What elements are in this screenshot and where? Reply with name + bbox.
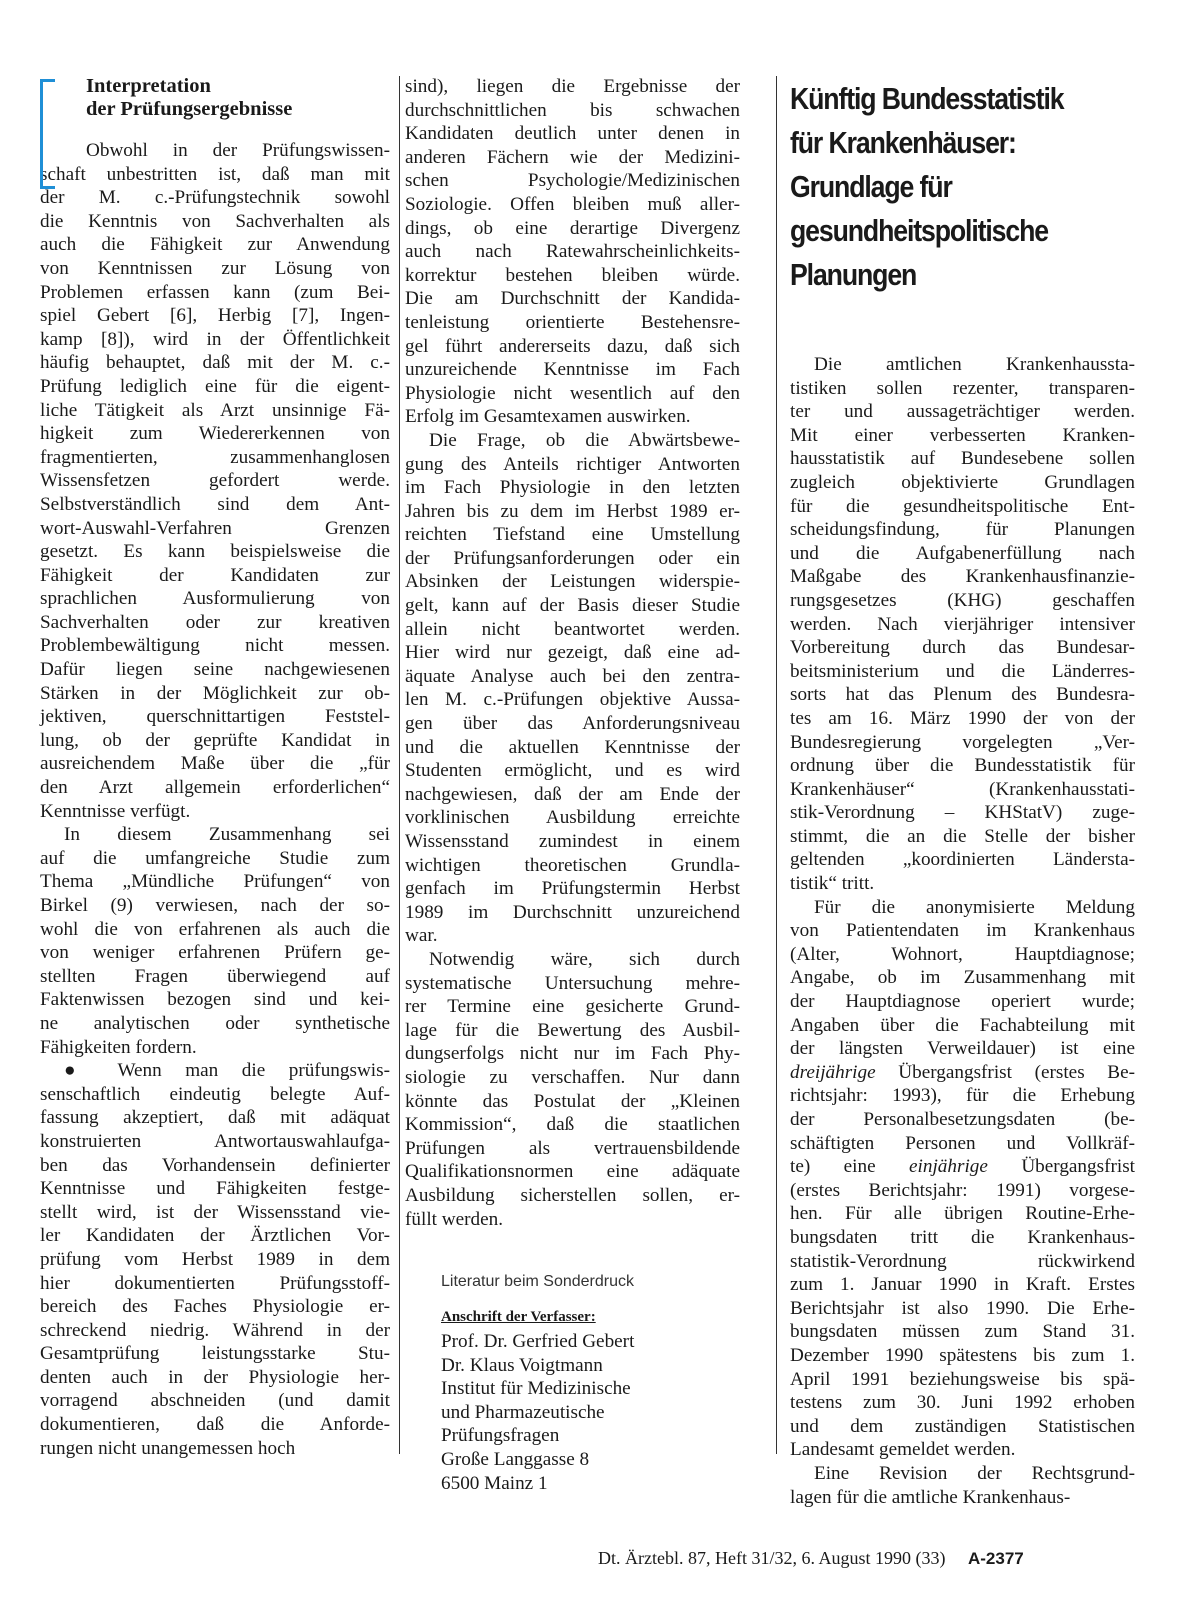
middle-paragraphs: [405, 75, 740, 1231]
text-line: sind), liegen die Ergebnisse der: [405, 76, 740, 97]
text-line: konstruierten Antwortauswahlaufga-: [40, 1130, 390, 1152]
text-line: im Fach Physiologie in den letzten: [405, 477, 740, 499]
text-line: Landesamt gemeldet werden.: [790, 1439, 1016, 1461]
article-headline: [790, 77, 1134, 297]
text-line: Mit einer verbesserten Kranken-: [790, 424, 1135, 446]
text-line: tistiken sollen rezenter, transparen-: [790, 377, 1135, 399]
text-line: korrektur bestehen bleiben würde.: [405, 264, 740, 286]
text-line: fragmentierten, zusammenhanglosen: [40, 446, 390, 468]
text-line: ausreichendem Maße über die „für: [40, 753, 390, 775]
text-line: Eine Revision der Rechtsgrund-: [814, 1462, 1135, 1484]
text-line: Krankenhäuser“ (Krankenhausstati-: [790, 778, 1135, 800]
paragraph: [40, 139, 390, 823]
paragraph: [405, 75, 740, 429]
text-line: auch nach Ratewahrscheinlichkeits-: [405, 241, 740, 263]
text-line: Stärken in der Möglichkeit zur ob-: [40, 682, 390, 704]
text-line: Für die anonymisierte Meldung: [814, 896, 1135, 918]
paragraph: [790, 353, 1135, 896]
text-line: ne analytischen oder synthetische: [40, 1012, 390, 1034]
text-line: Birkel (9) verwiesen, nach der so-: [40, 895, 390, 916]
text-line: zum 1. Januar 1990 in Kraft. Erstes: [790, 1274, 1135, 1296]
text-line: Obwohl in der Prüfungswissen-: [86, 140, 390, 161]
text-line: Jahren bis zu dem im Herbst 1989 er-: [405, 500, 740, 522]
text-line: bereich des Faches Physiologie er-: [40, 1296, 390, 1318]
text-line: und dem zuständigen Statistischen: [790, 1415, 1135, 1437]
text-line: tistik“ tritt.: [790, 873, 875, 895]
text-line: Angabe, ob im Zusammenhang mit: [790, 967, 1135, 989]
headline-line: für Krankenhäuser:: [790, 125, 1016, 160]
headline-line: Grundlage für: [790, 169, 952, 204]
text-line: Die am Durchschnitt der Kandida-: [405, 288, 740, 310]
text-line: reichten Tiefstand eine Umstellung: [405, 524, 740, 546]
text-line: Wissensfetzen gefordert werde.: [40, 470, 390, 492]
text-line: Qualifikationsnormen eine adäquate: [405, 1161, 740, 1183]
text-line: jektiven, querschnittartigen Feststel-: [40, 706, 390, 728]
text-line: spiel Gebert [6], Herbig [7], Ingen-: [40, 305, 390, 327]
text-line: Soziologie. Offen bleiben muß aller-: [405, 193, 740, 215]
text-line: auch die Fähigkeit zur Anwendung: [40, 234, 390, 256]
text-line: dreijährige Übergangsfrist (erstes Be-: [790, 1061, 1135, 1083]
paragraph: [40, 1059, 390, 1460]
text-line: Gesamtprüfung leistungsstarke Stu-: [40, 1343, 390, 1365]
text-line: prüfung vom Herbst 1989 in dem: [40, 1248, 390, 1270]
text-line: Vorbereitung durch das Bundesar-: [790, 637, 1135, 659]
text-line: rer Termine eine gesicherte Grund-: [405, 996, 740, 1018]
text-line: sprachlichen Ausformulierung von: [40, 588, 390, 610]
text-line: stik-Verordnung – KHStatV) zuge-: [790, 802, 1135, 824]
text-line: von Kenntnissen zur Lösung von: [40, 257, 390, 279]
text-line: Physiologie nicht wesentlich auf den: [405, 382, 740, 404]
text-line: Problembewältigung nicht messen.: [40, 635, 390, 657]
left-column: [40, 75, 390, 1460]
text-line: lagen für die amtliche Krankenhaus-: [790, 1486, 1071, 1508]
text-line: der M. c.-Prüfungstechnik sowohl: [40, 187, 390, 209]
section-heading-line: der Prüfungsergebnisse: [86, 98, 293, 120]
text-line: Bundesregierung vorgelegten „Ver-: [790, 731, 1135, 753]
address-label: Anschrift der Verfasser:: [441, 1309, 596, 1326]
text-line: Die Frage, ob die Abwärtsbewe-: [429, 429, 740, 451]
text-line: ordnung über die Bundesstatistik für: [790, 755, 1135, 777]
text-line: wichtigen theoretischen Grundla-: [405, 854, 740, 876]
text-line: und die Aufgabenerfüllung nach: [790, 542, 1135, 564]
text-line: Fähigkeiten fordern.: [40, 1036, 197, 1058]
text-line: Wissensstand zumindest in einem: [405, 831, 740, 852]
paragraph: [790, 896, 1135, 1462]
text-line: tenleistung orientierte Bestehensre-: [405, 311, 740, 333]
text-line: Dafür liegen seine nachgewiesenen: [40, 659, 390, 681]
text-line: dings, ob eine derartige Divergenz: [405, 217, 740, 239]
text-line: ben das Vorhandensein definierter: [40, 1154, 390, 1176]
text-line: allein nicht beantwortet werden.: [405, 618, 740, 640]
headline-line: Planungen: [790, 257, 917, 292]
text-line: ter und aussageträchtiger werden.: [790, 401, 1135, 423]
text-line: geltenden „koordinierten Ländersta-: [790, 849, 1135, 871]
text-line: higkeit zum Wiedererkennen von: [40, 423, 390, 445]
text-line: den Arzt allgemein erforderlichen“: [40, 777, 390, 799]
text-line: schaft unbestritten ist, daß man mit: [40, 163, 390, 185]
text-line: Berichtsjahr ist also 1990. Die Erhe-: [790, 1297, 1135, 1319]
text-line: wort-Auswahl-Verfahren Grenzen: [40, 517, 390, 539]
text-line: die Kenntnis von Sachverhalten als: [40, 210, 390, 232]
text-line: rungsgesetzes (KHG) geschaffen: [790, 589, 1135, 611]
text-line: war.: [405, 925, 438, 947]
text-line: Absinken der Leistungen widerspie-: [405, 571, 740, 593]
text-line: bungsdaten tritt die Krankenhaus-: [790, 1226, 1135, 1248]
text-line: beitsministerium und die Länderres-: [790, 660, 1135, 682]
text-line: kamp [8]), wird in der Öffentlichkeit: [40, 328, 390, 350]
text-line: dokumentieren, daß die Anforde-: [40, 1414, 390, 1436]
text-line: hen. Für alle übrigen Routine-Erhe-: [790, 1203, 1135, 1225]
address-line: Prof. Dr. Gerfried Gebert: [441, 1331, 635, 1353]
text-line: Fähigkeit der Kandidaten zur: [40, 564, 390, 586]
text-line: und die aktuellen Kenntnisse der: [405, 736, 740, 758]
text-line: Erfolg im Gesamtexamen auswirken.: [405, 406, 691, 428]
text-line: fassung akzeptiert, daß mit adäquat: [40, 1107, 390, 1129]
text-line: schen Psychologie/Medizinischen: [405, 170, 740, 192]
page-footer: [598, 1548, 1024, 1569]
text-line: April 1991 beziehungsweise bis spä-: [790, 1368, 1135, 1390]
text-line: ● Wenn man die prüfungswis-: [64, 1060, 390, 1082]
text-line: schäftigten Personen und Vollkräf-: [790, 1132, 1135, 1154]
text-line: Kenntnisse und Fähigkeiten festge-: [40, 1178, 390, 1200]
headline-line: gesundheitspolitische: [790, 213, 1048, 248]
address-line: Prüfungsfragen: [441, 1425, 560, 1447]
paragraph: [405, 948, 740, 1231]
text-line: stellt wird, ist der Wissensstand vie-: [40, 1201, 390, 1223]
text-line: vorragend abschneiden (und damit: [40, 1390, 390, 1412]
text-line: Dezember 1990 spätestens bis zum 1.: [790, 1344, 1135, 1366]
text-line: von weniger erfahrenen Prüfern ge-: [40, 942, 390, 964]
paragraph: [40, 823, 390, 1059]
text-line: systematische Untersuchung mehre-: [405, 972, 740, 994]
text-line: tes am 16. März 1990 der von der: [790, 707, 1135, 729]
text-line: von Patientendaten im Krankenhaus: [790, 920, 1135, 942]
text-line: häufig behauptet, daß mit der M. c.-: [40, 352, 390, 374]
text-line: (erstes Berichtsjahr: 1991) vorgese-: [790, 1179, 1135, 1201]
text-line: richtsjahr: 1993), für die Erhebung: [790, 1085, 1135, 1107]
text-line: liche Tätigkeit als Arzt unsinnige Fä-: [40, 399, 390, 421]
middle-column: [405, 75, 740, 1495]
text-line: hier dokumentierten Prüfungsstoff-: [40, 1272, 390, 1294]
right-paragraphs: [790, 353, 1135, 1509]
text-line: len M. c.-Prüfungen objektive Aussa-: [405, 689, 740, 711]
text-line: äquate Analyse auch bei den zentra-: [405, 665, 740, 687]
text-line: dungserfolgs nicht nur im Fach Phy-: [405, 1043, 740, 1065]
text-line: durchschnittlichen bis schwachen: [405, 99, 740, 121]
text-line: testens zum 30. Juni 1992 erhoben: [790, 1392, 1135, 1414]
section-heading-line: Interpretation: [86, 75, 211, 97]
text-line: siologie zu verschaffen. Nur dann: [405, 1066, 740, 1088]
text-line: der Prüfungsanforderungen oder ein: [405, 547, 740, 569]
author-address: [441, 1330, 740, 1495]
text-line: anderen Fächern wie der Medizini-: [405, 146, 740, 168]
text-line: Maßgabe des Krankenhausfinanzie-: [790, 566, 1135, 588]
text-line: lung, ob der geprüfte Kandidat in: [40, 729, 390, 751]
address-line: Große Langgasse 8: [441, 1449, 590, 1471]
text-line: zugleich objektivierte Grundlagen: [790, 471, 1135, 493]
column-rule-left: [399, 76, 400, 1454]
text-line: te) eine einjährige Übergangsfrist: [790, 1156, 1135, 1178]
section-bracket-decoration: [40, 79, 55, 189]
text-line: Die amtlichen Krankenhaussta-: [814, 354, 1135, 375]
text-line: werden. Nach vierjähriger intensiver: [790, 613, 1135, 635]
text-line: nachgewiesen, daß der am Ende der: [405, 783, 740, 805]
text-line: Hier wird nur gezeigt, daß eine ad-: [405, 642, 740, 664]
address-line: Dr. Klaus Voigtmann: [441, 1354, 603, 1376]
paragraph: [790, 1462, 1135, 1509]
section-heading: [86, 75, 390, 121]
text-line: für die gesundheitspolitische Ent-: [790, 495, 1135, 517]
text-line: Kenntnisse verfügt.: [40, 800, 191, 822]
text-line: ler Kandidaten der Ärztlichen Vor-: [40, 1225, 390, 1247]
text-line: bungsdaten müssen zum Stand 31.: [790, 1321, 1135, 1343]
text-line: Problemen erfassen kann (zum Bei-: [40, 281, 390, 303]
text-line: der längsten Verweildauer) ist eine: [790, 1038, 1135, 1060]
text-line: Studenten ermöglicht, und es wird: [405, 760, 740, 782]
right-column: [790, 75, 1135, 1509]
text-line: Notwendig wäre, sich durch: [429, 948, 740, 970]
text-line: hausstatistik auf Bundesebene sollen: [790, 448, 1135, 470]
headline-line: Künftig Bundesstatistik: [790, 81, 1064, 116]
text-line: wohl die von erfahrenen als auch die: [40, 918, 390, 940]
text-line: Selbstverständlich sind dem Ant-: [40, 493, 390, 515]
text-line: lage für die Bewertung des Ausbil-: [405, 1019, 740, 1041]
text-line: gel führt andererseits dazu, daß sich: [405, 335, 740, 357]
text-line: vorklinischen Ausbildung erreichte: [405, 807, 740, 829]
text-line: füllt werden.: [405, 1208, 504, 1230]
text-line: auf die umfangreiche Studie zum: [40, 847, 390, 869]
address-line: Institut für Medizinische: [441, 1378, 631, 1400]
text-line: stellten Fragen überwiegend auf: [40, 965, 390, 987]
text-line: denten auch in der Physiologie her-: [40, 1366, 390, 1388]
text-line: genfach im Prüfungstermin Herbst: [405, 878, 740, 900]
text-line: gelt, kann auf der Basis dieser Studie: [405, 595, 740, 617]
text-line: der Personalbesetzungsdaten (be-: [790, 1109, 1135, 1130]
text-line: sorts hat das Plenum des Bundesra-: [790, 684, 1135, 706]
footer-citation: Dt. Ärztebl. 87, Heft 31/32, 6. August 1990 (33): [598, 1548, 946, 1568]
text-line: In diesem Zusammenhang sei: [64, 824, 390, 846]
text-line: Kandidaten deutlich unter denen in: [405, 123, 740, 145]
text-line: gen über das Anforderungsniveau: [405, 713, 740, 735]
left-paragraphs: [40, 139, 390, 1460]
column-rule-right: [776, 76, 777, 1454]
address-line: und Pharmazeutische: [441, 1401, 605, 1423]
address-line: 6500 Mainz 1: [441, 1472, 548, 1494]
text-line: rungen nicht unangemessen hoch: [40, 1437, 296, 1459]
text-line: Kommission“, daß die staatlichen: [405, 1114, 740, 1136]
text-line: Prüfungen als vertrauensbildende: [405, 1137, 740, 1159]
text-line: Thema „Mündliche Prüfungen“ von: [40, 871, 390, 893]
text-line: 1989 im Durchschnitt unzureichend: [405, 901, 740, 923]
text-line: senschaftlich eindeutig belegte Auf-: [40, 1083, 390, 1105]
text-line: Prüfung lediglich eine für die eigent-: [40, 375, 390, 397]
text-line: (Alter, Wohnort, Hauptdiagnose;: [790, 943, 1135, 965]
text-line: unzureichende Kenntnisse im Fach: [405, 359, 740, 381]
text-line: scheidungsfindung, für Planungen: [790, 519, 1135, 541]
text-line: gesetzt. Es kann beispielsweise die: [40, 541, 390, 563]
text-line: Angaben über die Fachabteilung mit: [790, 1014, 1135, 1036]
text-line: Faktenwissen bezogen sind und kei-: [40, 989, 390, 1011]
text-line: statistik-Verordnung rückwirkend: [790, 1250, 1135, 1272]
text-line: stimmt, die an die Stelle der bisher: [790, 825, 1135, 847]
text-line: könnte das Postulat der „Kleinen: [405, 1090, 740, 1112]
page-number: A-2377: [967, 1549, 1024, 1568]
literature-note: Literatur beim Sonderdruck: [441, 1273, 634, 1291]
text-line: der Hauptdiagnose operiert wurde;: [790, 991, 1135, 1013]
text-line: Ausbildung sicherstellen sollen, er-: [405, 1184, 740, 1206]
paragraph: [405, 429, 740, 948]
text-line: gung des Anteils richtiger Antworten: [405, 453, 740, 475]
text-line: schreckend niedrig. Während in der: [40, 1319, 390, 1341]
text-line: Sachverhalten oder zur kreativen: [40, 611, 390, 633]
